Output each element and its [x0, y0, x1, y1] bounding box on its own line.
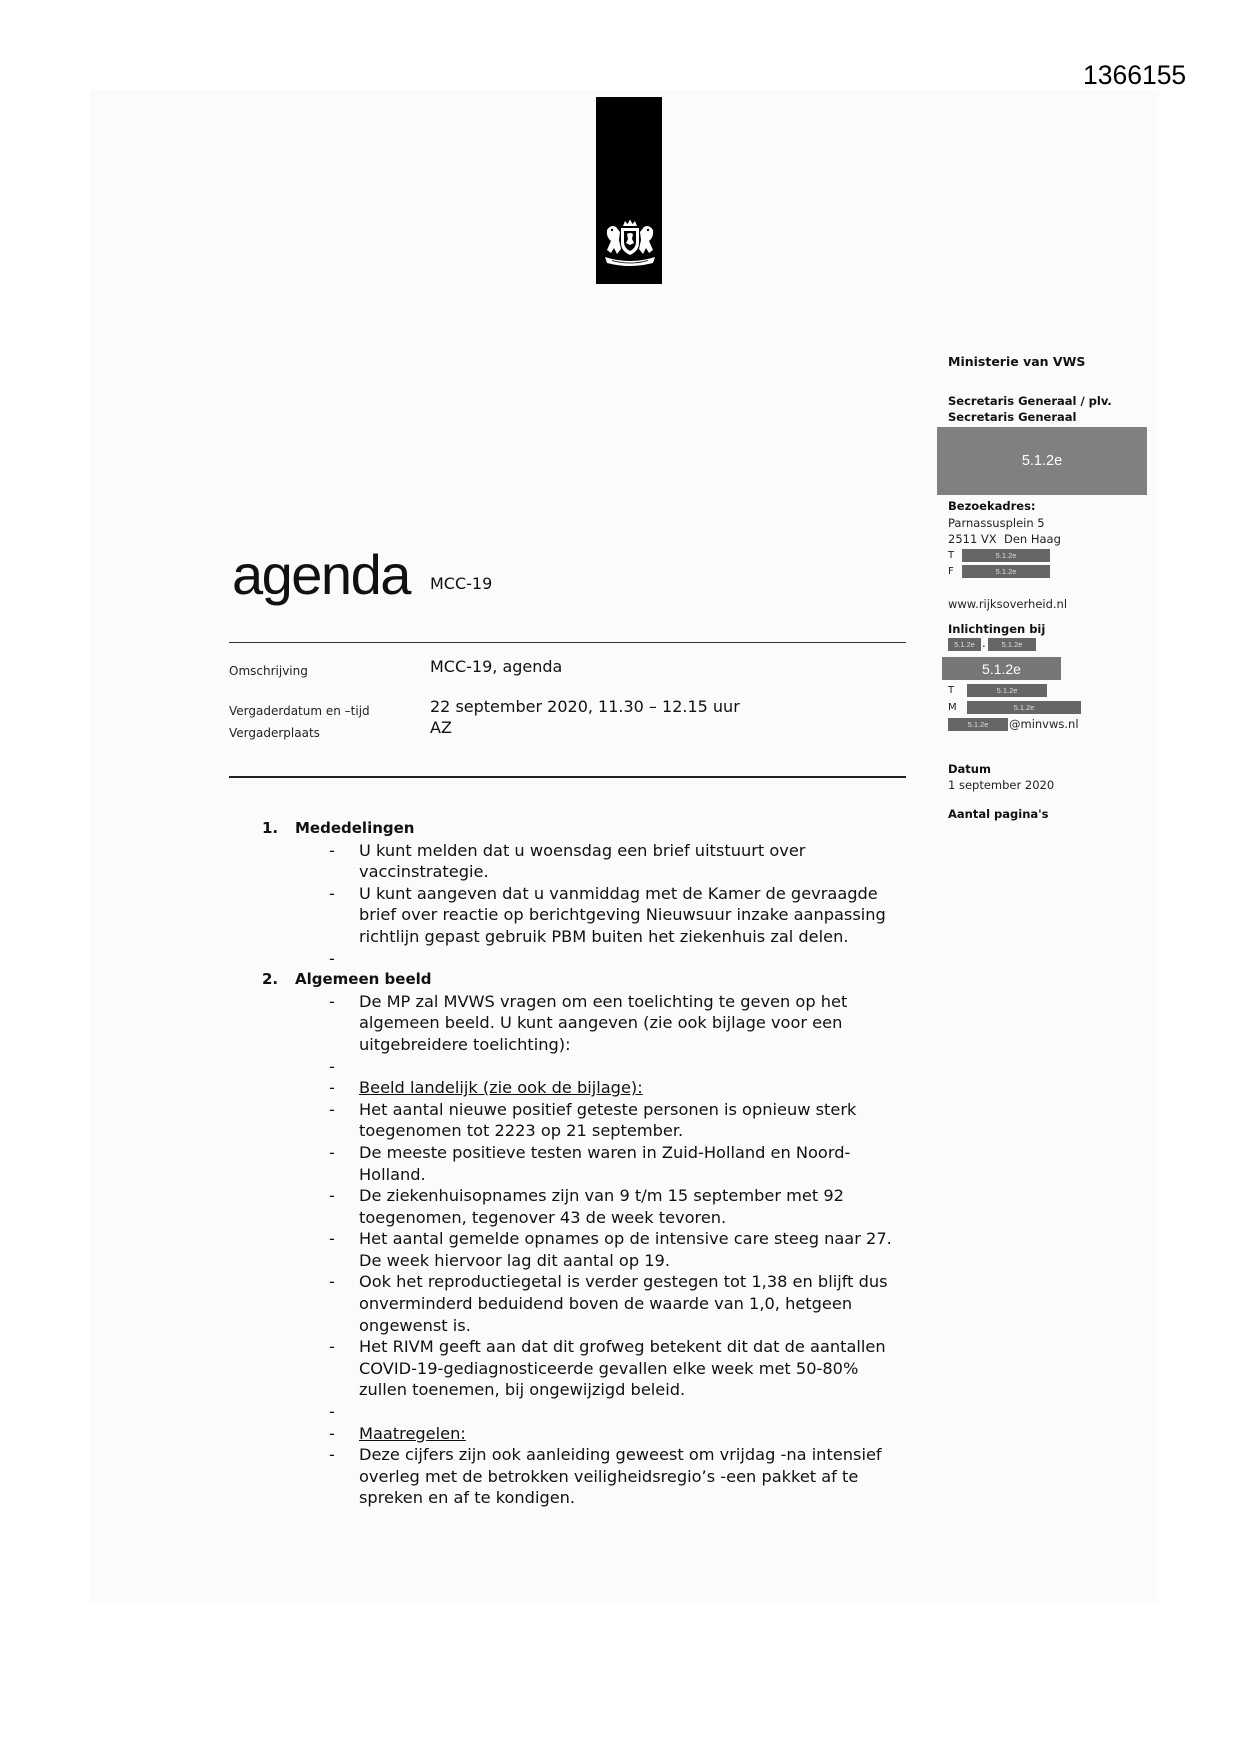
bullet-item-empty	[0, 1401, 1241, 1423]
bullet-text-line: U kunt aangeven dat u vanmiddag met de Kamer de gevraagde	[359, 883, 878, 903]
meeting-place-value: AZ	[430, 718, 452, 737]
agenda-list	[0, 818, 1241, 1509]
bullet-text-line: spreken en af te kondigen.	[359, 1488, 576, 1508]
bullet-text-line: Holland.	[359, 1164, 426, 1184]
bullet-text-line: overleg met de betrokken veiligheidsregio’s -een pakket af te	[359, 1466, 859, 1486]
bullet-text	[359, 1077, 1241, 1099]
document-number: 1366155	[1083, 60, 1187, 90]
fax-label: F	[948, 566, 954, 577]
bullet-text-line: ongewenst is.	[359, 1315, 471, 1335]
bullet-text	[359, 1228, 1241, 1271]
agenda-item-number: 2.	[262, 970, 279, 989]
bullet-dash: -	[329, 1423, 335, 1443]
subheading-beeld-landelijk: Beeld landelijk (zie ook de bijlage):	[359, 1078, 643, 1098]
bullet-text-line: De week hiervoor lag dit aantal op 19.	[359, 1250, 670, 1270]
phone-label: T	[948, 550, 955, 561]
agenda-item-heading	[0, 818, 1241, 840]
bullet-dash: -	[329, 1337, 335, 1357]
agenda-item-algemeen-beeld	[0, 969, 1241, 1509]
bullet-text	[359, 1142, 1241, 1185]
bullet-text-line: Ook het reproductiegetal is verder gestegen tot 1,38 en blijft dus	[359, 1272, 888, 1292]
bullet-dash: -	[329, 1402, 335, 1422]
bullet-item	[0, 883, 1241, 948]
bullet-dash: -	[329, 1229, 335, 1249]
meeting-date-label: Vergaderdatum en –tijd	[229, 704, 370, 718]
bullet-text-line: Deze cijfers zijn ook aanleiding geweest om vrijdag -na intensief	[359, 1445, 882, 1465]
date-label: Datum	[948, 762, 991, 776]
page-subtitle: MCC-19	[430, 574, 493, 593]
pages-label: Aantal pagina's	[948, 807, 1049, 821]
meeting-date-value: 22 september 2020, 11.30 – 12.15 uur	[430, 697, 740, 716]
bullet-text-line: U kunt melden dat u woensdag een brief uitstuurt over	[359, 840, 806, 860]
bullet-item	[0, 840, 1241, 883]
bullet-text-line: toegenomen, tegenover 43 de week tevoren.	[359, 1207, 727, 1227]
redacted-contact-surname-box: 5.1.2e	[988, 638, 1036, 651]
bullet-dash: -	[329, 1078, 335, 1098]
bullet-item	[0, 1336, 1241, 1401]
bullet-text-line: De ziekenhuisopnames zijn van 9 t/m 15 september met 92	[359, 1186, 844, 1206]
bullet-text-line: COVID-19-gediagnosticeerde gevallen elke week met 50-80%	[359, 1358, 859, 1378]
omschrijving-label: Omschrijving	[229, 664, 308, 678]
contact-phone-label: T	[948, 685, 955, 696]
bullet-dash: -	[329, 1142, 335, 1162]
website-text: www.rijksoverheid.nl	[948, 597, 1068, 611]
bullet-text	[359, 1444, 1241, 1509]
bullet-text-line: Het aantal gemelde opnames op de intensive care steeg naar 27.	[359, 1229, 892, 1249]
bullet-text-line: onverminderd beduidend boven de waarde van 1,0, hetgeen	[359, 1294, 853, 1314]
meeting-place-label: Vergaderplaats	[229, 726, 320, 740]
coat-of-arms-icon	[602, 219, 658, 267]
bullet-subheading	[0, 1077, 1241, 1099]
bullet-text	[359, 1271, 1241, 1336]
email-domain: @minvws.nl	[1009, 717, 1079, 731]
redacted-contact-initial-box: 5.1.2e	[948, 638, 981, 651]
bullet-text-line: De MP zal MVWS vragen om een toelichting te geven op het	[359, 991, 848, 1011]
bullet-text-line: algemeen beeld. U kunt aangeven (zie ook bijlage voor een	[359, 1013, 843, 1033]
bullet-item	[0, 1185, 1241, 1228]
bullet-item	[0, 1142, 1241, 1185]
agenda-item-title: Algemeen beeld	[295, 970, 432, 989]
department-line-2: Secretaris Generaal	[948, 410, 1077, 424]
redacted-fax-box: 5.1.2e	[962, 565, 1050, 578]
department-line-1: Secretaris Generaal / plv.	[948, 394, 1112, 408]
bullet-text	[359, 1423, 1241, 1445]
bullet-text	[359, 883, 1241, 948]
redacted-contact-name-box: 5.1.2e	[942, 657, 1061, 680]
bullet-text	[359, 1185, 1241, 1228]
bullet-item-empty	[0, 1056, 1241, 1078]
bullet-text-line: richtlijn gepast gebruik PBM buiten het ziekenhuis zal delen.	[359, 926, 849, 946]
bullet-text	[359, 840, 1241, 883]
bullet-text	[359, 1336, 1241, 1401]
ministry-name: Ministerie van VWS	[948, 354, 1086, 369]
logo-bar	[596, 97, 662, 284]
agenda-item-number: 1.	[262, 819, 279, 837]
redacted-email-user-box: 5.1.2e	[948, 718, 1008, 731]
contact-label: Inlichtingen bij	[948, 622, 1046, 636]
subheading-maatregelen: Maatregelen:	[359, 1423, 466, 1443]
bullet-text-line: vaccinstrategie.	[359, 862, 489, 882]
bullet-text	[359, 991, 1241, 1056]
bullet-item	[0, 1228, 1241, 1271]
bullet-text-line: De meeste positieve testen waren in Zuid-Holland en Noord-	[359, 1142, 851, 1162]
bullet-dash: -	[329, 840, 335, 860]
date-value: 1 september 2020	[948, 778, 1055, 792]
bullet-text-line: uitgebreidere toelichting):	[359, 1034, 571, 1054]
bullet-dash: -	[329, 1099, 335, 1119]
contact-separator: .	[982, 636, 986, 650]
bottom-divider	[229, 776, 906, 778]
bullet-text-line: Het aantal nieuwe positief geteste personen is opnieuw sterk	[359, 1099, 857, 1119]
redacted-contact-mobile-box: 5.1.2e	[967, 701, 1081, 714]
street-address: Parnassusplein 5	[948, 516, 1045, 530]
agenda-item-mededelingen	[0, 818, 1241, 969]
top-divider	[229, 642, 906, 643]
bullet-dash: -	[329, 1272, 335, 1292]
bullet-item	[0, 1271, 1241, 1336]
bullet-dash: -	[329, 1056, 335, 1076]
bullet-item	[0, 1444, 1241, 1509]
bullet-text-line: zullen toenemen, bij ongewijzigd beleid.	[359, 1380, 686, 1400]
bullet-text-line: toegenomen tot 2223 op 21 september.	[359, 1121, 684, 1141]
bullet-dash: -	[329, 1186, 335, 1206]
bullet-item	[0, 1099, 1241, 1142]
bullet-dash: -	[329, 948, 335, 968]
redacted-contact-phone-box: 5.1.2e	[967, 684, 1047, 697]
redacted-name-box: 5.1.2e	[937, 427, 1147, 495]
bullet-item	[0, 991, 1241, 1056]
bullet-item-empty	[0, 948, 1241, 970]
bullet-dash: -	[329, 883, 335, 903]
bullet-subheading	[0, 1423, 1241, 1445]
bullet-text-line: Het RIVM geeft aan dat dit grofweg betekent dit dat de aantallen	[359, 1337, 886, 1357]
bullet-dash: -	[329, 991, 335, 1011]
bullet-dash: -	[329, 1445, 335, 1465]
visit-address-label: Bezoekadres:	[948, 499, 1036, 513]
agenda-item-title: Mededelingen	[295, 819, 415, 837]
bullet-text-line: brief over reactie op berichtgeving Nieuwsuur inzake aanpassing	[359, 905, 886, 925]
agenda-item-heading	[0, 969, 1241, 991]
bullet-text	[359, 1099, 1241, 1142]
omschrijving-value: MCC-19, agenda	[430, 657, 563, 676]
contact-mobile-label: M	[948, 702, 957, 713]
page-title: agenda	[232, 543, 410, 606]
postcode-city: 2511 VX Den Haag	[948, 532, 1061, 546]
redacted-phone-box: 5.1.2e	[962, 549, 1050, 562]
